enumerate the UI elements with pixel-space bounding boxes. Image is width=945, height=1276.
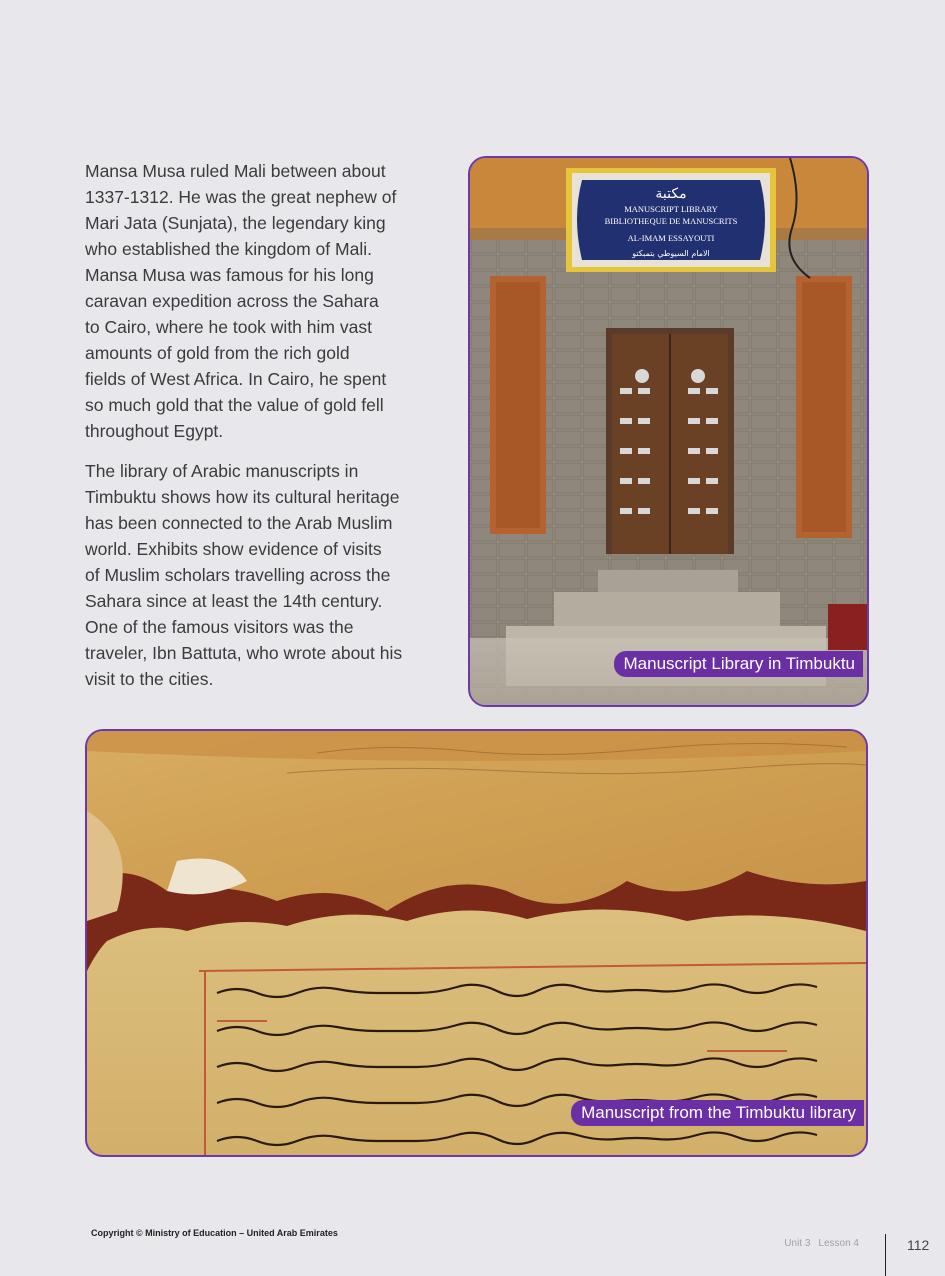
- manuscript-illustration: [87, 731, 866, 1155]
- unit-lesson-label: [776, 1238, 859, 1249]
- page-number: 112: [907, 1237, 930, 1253]
- library-photo-caption: Manuscript Library in Timbuktu: [614, 651, 863, 677]
- manuscript-photo-caption: Manuscript from the Timbuktu library: [571, 1100, 864, 1126]
- unit-label: Unit 3: [784, 1238, 811, 1249]
- footer-divider: [885, 1234, 886, 1276]
- sign-line-2: BIBLIOTHEQUE DE MANUSCRITS: [604, 216, 738, 226]
- lesson-label: Lesson 4: [818, 1238, 859, 1249]
- copyright-notice: Copyright © Ministry of Education – United Arab Emirates: [91, 1228, 338, 1238]
- sign-arabic-subtitle: الامام السيوطي بتمبكتو: [632, 249, 710, 258]
- library-illustration: [470, 158, 867, 705]
- manuscript-library-photo: [468, 156, 869, 707]
- sign-line-3: AL-IMAM ESSAYOUTI: [627, 233, 715, 243]
- body-text-column: [85, 158, 460, 706]
- manuscript-page-photo: [85, 729, 868, 1157]
- paragraph-library: The library of Arabic manuscripts in Timbuktu shows how its cultural heritage has been connected to the Arab Muslim world. Exhibits show evidence of visits of Muslim scholars travelling across the Sahara since at least the 14th century. One of the famous visitors was the traveler, Ibn Battuta, who wrote about his visit to the cities.: [85, 461, 403, 689]
- sign-line-1: MANUSCRIPT LIBRARY: [624, 204, 718, 214]
- sign-arabic-title: مكتبة: [655, 186, 687, 202]
- paragraph-mansa-musa: Mansa Musa ruled Mali between about 1337-1312. He was the great nephew of Mari Jata (Sunjata), the legendary king who established the kingdom of Mali. Mansa Musa was famous for his long caravan expedition across the Sahara to Cairo, where he took with him vast amounts of gold from the rich gold fields of West Africa. In Cairo, he spent so much gold that the value of gold fell throughout Egypt.: [85, 161, 397, 441]
